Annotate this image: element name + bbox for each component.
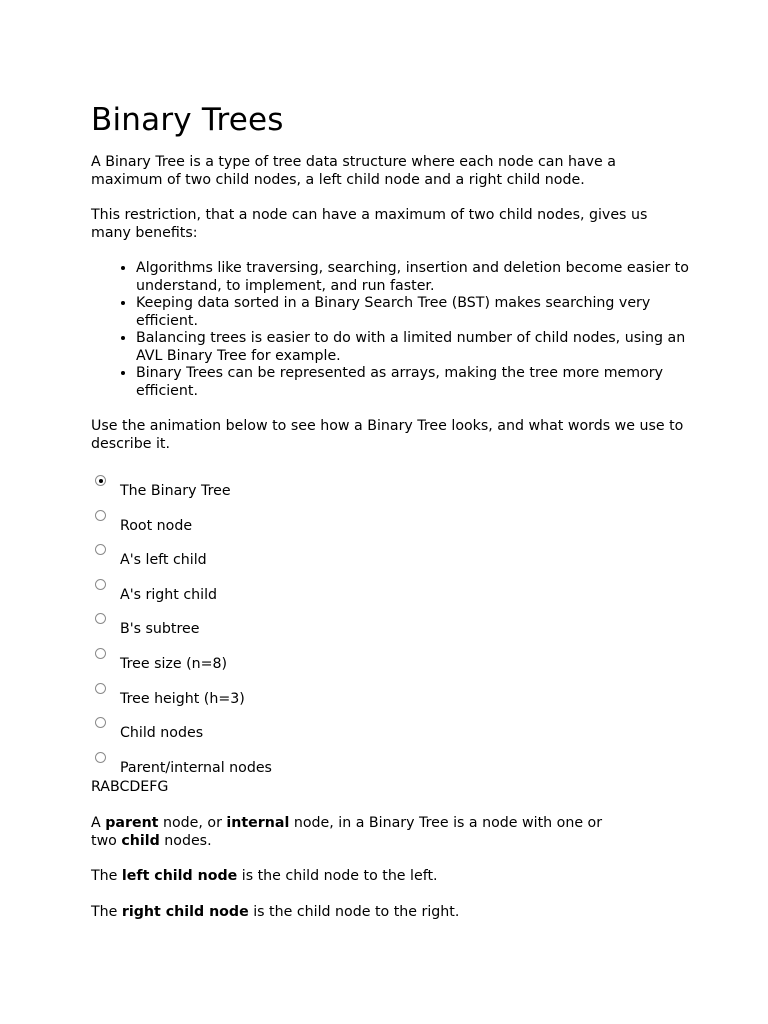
radio-option-tree-height[interactable] <box>91 689 691 724</box>
intro-paragraph: A Binary Tree is a type of tree data structure where each node can have a maximum of two child nodes, a left child node and a right child node. <box>91 154 616 188</box>
radio-button[interactable] <box>95 717 106 728</box>
animation-intro-paragraph: Use the animation below to see how a Binary Tree looks, and what words we use to describe it. <box>91 418 684 452</box>
radio-button[interactable] <box>95 510 106 521</box>
left-child-definition <box>91 868 691 886</box>
radio-button[interactable] <box>95 544 106 555</box>
parent-node-definition <box>91 815 631 850</box>
list-item: • Binary Trees can be represented as arrays, making the tree more memory efficient. <box>136 365 691 400</box>
radio-button[interactable] <box>95 648 106 659</box>
list-item: • Balancing trees is easier to do with a limited number of child nodes, using an AVL Binary Tree for example. <box>136 330 691 365</box>
page-title: Binary Trees <box>91 102 284 138</box>
radio-label[interactable]: Tree size (n=8) <box>120 655 228 672</box>
list-item: • Algorithms like traversing, searching, insertion and deletion become easier to understand, to implement, and run faster. <box>136 260 691 295</box>
radio-option-binary-tree[interactable] <box>91 481 691 516</box>
right-child-definition <box>91 904 691 922</box>
radio-label[interactable]: The Binary Tree <box>120 483 231 499</box>
radio-label[interactable]: Parent/internal nodes <box>120 759 272 776</box>
text-span: is the child node to the left. <box>237 868 438 885</box>
radio-label[interactable]: Child nodes <box>120 725 204 742</box>
radio-button[interactable] <box>95 579 106 590</box>
radio-option-a-left-child[interactable] <box>91 550 691 585</box>
tree-node-letters: RABCDEFG <box>91 779 169 796</box>
animation-option-group <box>91 481 691 792</box>
radio-option-root-node[interactable] <box>91 516 691 551</box>
text-span: A <box>91 815 106 832</box>
radio-label[interactable]: A's right child <box>120 586 218 603</box>
text-span: nodes. <box>159 832 212 849</box>
bold-term-internal: internal <box>226 815 290 832</box>
bold-term-left-child-node: left child node <box>121 868 238 885</box>
text-span: The <box>91 903 122 920</box>
bold-term-parent: parent <box>105 815 159 832</box>
radio-label[interactable]: Root node <box>120 517 193 534</box>
radio-button[interactable] <box>95 752 106 763</box>
radio-button[interactable] <box>95 613 106 624</box>
radio-option-a-right-child[interactable] <box>91 585 691 620</box>
benefits-list <box>91 260 691 400</box>
radio-option-parent-internal-nodes[interactable] <box>91 758 691 793</box>
text-span: is the child node to the right. <box>248 903 460 920</box>
radio-option-tree-size[interactable] <box>91 654 691 689</box>
bold-term-child: child <box>121 832 160 849</box>
radio-label[interactable]: B's subtree <box>120 621 200 638</box>
text-span: node, or <box>158 815 227 832</box>
text-span: The <box>91 868 122 885</box>
radio-label[interactable]: Tree height (h=3) <box>120 690 245 707</box>
radio-button[interactable] <box>95 683 106 694</box>
article <box>91 100 691 939</box>
radio-button[interactable] <box>95 475 106 486</box>
radio-option-b-subtree[interactable] <box>91 619 691 654</box>
text-span: node, in a Binary Tree is a node with one or two <box>91 815 603 849</box>
list-item: • Keeping data sorted in a Binary Search Tree (BST) makes searching very efficient. <box>136 295 691 330</box>
radio-option-child-nodes[interactable] <box>91 723 691 758</box>
bold-term-right-child-node: right child node <box>121 903 249 920</box>
radio-label[interactable]: A's left child <box>120 552 207 569</box>
restriction-paragraph: This restriction, that a node can have a maximum of two child nodes, gives us many benefits: <box>91 207 648 241</box>
